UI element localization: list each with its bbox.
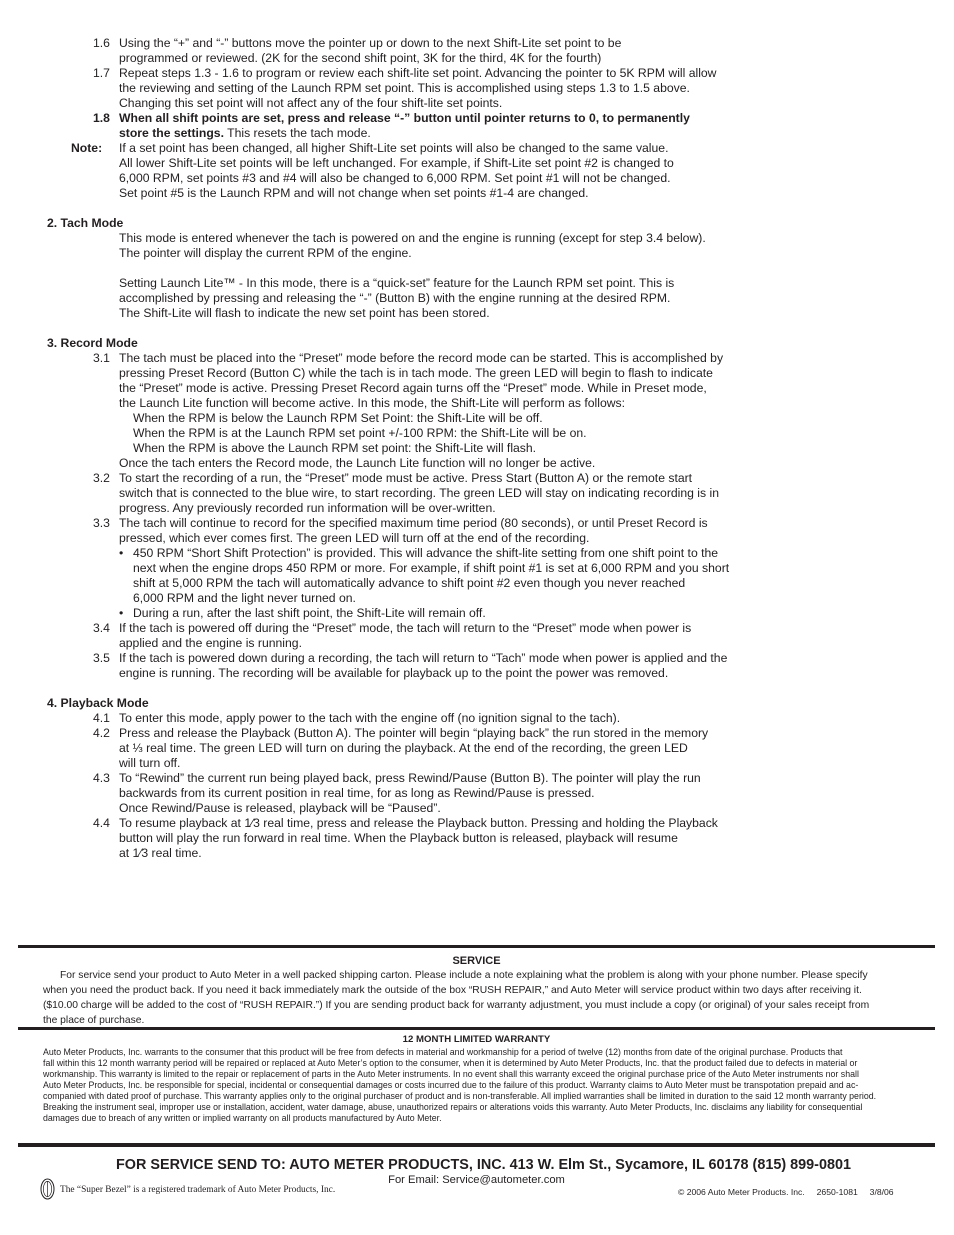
super-bezel-logo-icon — [40, 1178, 55, 1200]
step-number: 1.8 — [93, 111, 110, 125]
step-subtext: When the RPM is below the Launch RPM Set Point: the Shift-Lite will be off. — [133, 411, 543, 425]
warranty-text: Auto Meter Products, Inc. be responsible for special, incidental or consequential damages or costs incurred due to the failure of this product. Warranty claims to Auto Meter must be transpotation prepaid and ac- — [43, 1080, 859, 1090]
note-label: Note: — [71, 141, 103, 155]
note-text: 6,000 RPM, set points #3 and #4 will also be changed to 6,000 RPM. Set point #1 will not be changed. — [119, 171, 671, 185]
section-text: The pointer will display the current RPM of the engine. — [119, 246, 412, 260]
step-text: When all shift points are set, press and release “-” button until pointer returns to 0, to permanently — [119, 111, 690, 125]
service-text: the place of purchase. — [43, 1015, 145, 1026]
footer-top-rule — [18, 1143, 935, 1147]
step-text — [119, 126, 371, 141]
step-text: the “Preset” mode is active. Pressing Preset Record again turns off the “Preset” mode. While in Preset mode, — [119, 381, 707, 395]
warranty-text: Auto Meter Products, Inc. warrants to the consumer that this product will be free from defects in material and workmanship for a period of twelve (12) months from date of the original purchase. Products that — [43, 1047, 843, 1057]
step-text: If the tach is powered off during the “Preset” mode, the tach will return to the “Preset” mode when power is — [119, 621, 692, 635]
warranty-text: Breaking the instrument seal, improper use or installation, accident, water damage, abuse, unauthorized repairs or alterations voids this warranty. Auto Meter Products, Inc. disclaims any liability for consequential — [43, 1102, 863, 1112]
step-text: button will play the run forward in real time. When the Playback button is released, playback will resume — [119, 831, 678, 845]
section-text: accomplished by pressing and releasing the “-” (Button B) with the engine running at the desired RPM. — [119, 291, 671, 305]
step-text-rest: This resets the tach mode. — [223, 126, 371, 140]
bullet-text: 6,000 RPM and the light never turned on. — [133, 591, 356, 605]
section-heading: 2. Tach Mode — [47, 216, 124, 230]
step-text: Press and release the Playback (Button A). The pointer will begin “playing back” the run stored in the memory — [119, 726, 709, 740]
step-text: Changing this set point will not affect any of the four shift-lite set points. — [119, 96, 503, 110]
step-text: pressing Preset Record (Button C) while the tach is in tach mode. The green LED will begin to flash to indicate — [119, 366, 713, 380]
step-number: 4.2 — [93, 726, 110, 740]
warranty-text: damages due to breach of any written or implied warranty on all products manufactured by Auto Meter. — [43, 1113, 442, 1123]
step-text: Once Rewind/Pause is released, playback will be “Paused”. — [119, 801, 441, 815]
bullet-text: During a run, after the last shift point, the Shift-Lite will remain off. — [133, 606, 486, 620]
service-text: ($10.00 charge will be added to the cost of “RUSH REPAIR.”) If you are sending product back for warranty adjustment, you must include a copy (or original) of your sales receipt from — [43, 1000, 870, 1011]
warranty-text: companied with dated proof of purchase. This warranty applies only to the original purchaser of product and is non-transferable. All implied warranties shall be limited in duration to the said 12 month warranty period. — [43, 1091, 877, 1101]
service-text: when you need the product back. If you need it back immediately mark the outside of the box “RUSH REPAIR,” and Auto Meter will service product within two days after receiving it. — [43, 985, 862, 996]
section-text: Setting Launch Lite™ - In this mode, there is a “quick-set” feature for the Launch RPM set point. This is — [119, 276, 675, 290]
step-subtext: When the RPM is above the Launch RPM set point: the Shift-Lite will flash. — [133, 441, 537, 455]
section-text: The Shift-Lite will flash to indicate the new set point has been stored. — [119, 306, 490, 320]
step-text: To “Rewind” the current run being played back, press Rewind/Pause (Button B). The pointer will play the run — [119, 771, 701, 785]
step-number: 4.1 — [93, 711, 110, 725]
step-number: 3.4 — [93, 621, 110, 635]
note-text: Set point #5 is the Launch RPM and will not change when set points #1-4 are changed. — [119, 186, 589, 200]
service-text: For service send your product to Auto Meter in a well packed shipping carton. Please include a note explaining what the problem is along with your phone number. Please specify — [60, 970, 868, 981]
trademark-notice: The “Super Bezel” is a registered trademark of Auto Meter Products, Inc. — [60, 1185, 336, 1195]
bullet-text: 450 RPM “Short Shift Protection” is provided. This will advance the shift-lite setting from one shift point to the — [133, 546, 719, 560]
step-text: at 1⁄3 real time. — [119, 846, 202, 860]
bullet-icon: • — [119, 546, 124, 560]
step-subtext: When the RPM is at the Launch RPM set point +/-100 RPM: the Shift-Lite will be on. — [133, 426, 587, 440]
note-text: If a set point has been changed, all higher Shift-Lite set points will also be changed to the same value. — [119, 141, 669, 155]
step-text: the reviewing and setting of the Launch RPM set point. This is accomplished using steps 1.3 to 1.5 above. — [119, 81, 690, 95]
step-text: engine is running. The recording will be available for playback up to the point the power was removed. — [119, 666, 669, 680]
warranty-top-rule — [18, 1027, 935, 1030]
step-text: programmed or reviewed. (2K for the second shift point, 3K for the third, 4K for the fourth) — [119, 51, 602, 65]
step-text: Repeat steps 1.3 - 1.6 to program or review each shift-lite set point. Advancing the pointer to 5K RPM will allow — [119, 66, 717, 80]
step-text: The tach will continue to record for the specified maximum time period (80 seconds), or until Preset Record is — [119, 516, 708, 530]
step-number: 4.3 — [93, 771, 110, 785]
step-text: applied and the engine is running. — [119, 636, 302, 650]
step-number: 3.3 — [93, 516, 110, 530]
step-text: will turn off. — [119, 756, 181, 770]
step-text: The tach must be placed into the “Preset” mode before the record mode can be started. This is accomplished by — [119, 351, 724, 365]
warranty-text: workmanship. This warranty is limited to the repair or replacement of parts in the Auto Meter instruments. In no event shall this warranty exceed the original purchase price of the Auto Meter instruments nor shall — [43, 1069, 859, 1079]
bullet-text: shift at 5,000 RPM the tach will automatically advance to shift point #2 even though you never reached — [133, 576, 686, 590]
step-text: backwards from its current position in real time, for as long as Rewind/Pause is pressed. — [119, 786, 595, 800]
warranty-text: fall within this 12 month warranty period will be repaired or replaced at Auto Meter’s option to the consumer, when it is determined by Auto Meter Products, Inc. that the product failed due to defects in material or — [43, 1058, 858, 1068]
service-email: For Email: Service@autometer.com — [388, 1174, 565, 1186]
step-number: 1.7 — [93, 66, 110, 80]
step-text: progress. Any previously recorded run information will be over-written. — [119, 501, 496, 515]
step-text: To enter this mode, apply power to the tach with the engine off (no ignition signal to the tach). — [119, 711, 621, 725]
copyright-notice: © 2006 Auto Meter Products. Inc. 2650-1081 3/8/06 — [678, 1187, 894, 1197]
section-heading: 4. Playback Mode — [47, 696, 149, 710]
service-top-rule — [18, 945, 935, 948]
step-text-bold: store the settings. — [119, 126, 224, 140]
step-text: the Launch Lite function will become active. In this mode, the Shift-Lite will perform as follows: — [119, 396, 626, 410]
step-number: 4.4 — [93, 816, 110, 830]
step-text: To start the recording of a run, the “Preset” mode must be active. Press Start (Button A) or the remote start — [119, 471, 693, 485]
step-number: 3.2 — [93, 471, 110, 485]
service-address: FOR SERVICE SEND TO: AUTO METER PRODUCTS, INC. 413 W. Elm St., Sycamore, IL 60178 (815) 899-0801 — [116, 1157, 851, 1173]
step-number: 3.5 — [93, 651, 110, 665]
step-text: at ⅓ real time. The green LED will turn on during the playback. At the end of the recording, the green LED — [119, 741, 688, 755]
step-text: switch that is connected to the blue wire, to start recording. The green LED will stay on indicating recording is in — [119, 486, 719, 500]
step-text: pressed, which ever comes first. The green LED will turn off at the end of the recording. — [119, 531, 590, 545]
warranty-title: 12 MONTH LIMITED WARRANTY — [402, 1034, 551, 1045]
step-number: 3.1 — [93, 351, 110, 365]
bullet-icon: • — [119, 606, 124, 620]
step-text: Once the tach enters the Record mode, the Launch Lite function will no longer be active. — [119, 456, 596, 470]
note-text: All lower Shift-Lite set points will be left unchanged. For example, if Shift-Lite set point #2 is changed to — [119, 156, 674, 170]
section-heading: 3. Record Mode — [47, 336, 138, 350]
section-text: This mode is entered whenever the tach is powered on and the engine is running (except for step 3.4 below). — [119, 231, 706, 245]
step-text: Using the “+” and “-” buttons move the pointer up or down to the next Shift-Lite set point to be — [119, 36, 622, 50]
service-title: SERVICE — [452, 955, 501, 967]
step-number: 1.6 — [93, 36, 110, 50]
step-text: If the tach is powered down during a recording, the tach will return to “Tach” mode when power is applied and the — [119, 651, 728, 665]
bullet-text: next when the engine drops 450 RPM or more. For example, if shift point #1 is set at 6,000 RPM and you short — [133, 561, 730, 575]
step-text: To resume playback at 1⁄3 real time, press and release the Playback button. Pressing and holding the Playback — [119, 816, 718, 830]
